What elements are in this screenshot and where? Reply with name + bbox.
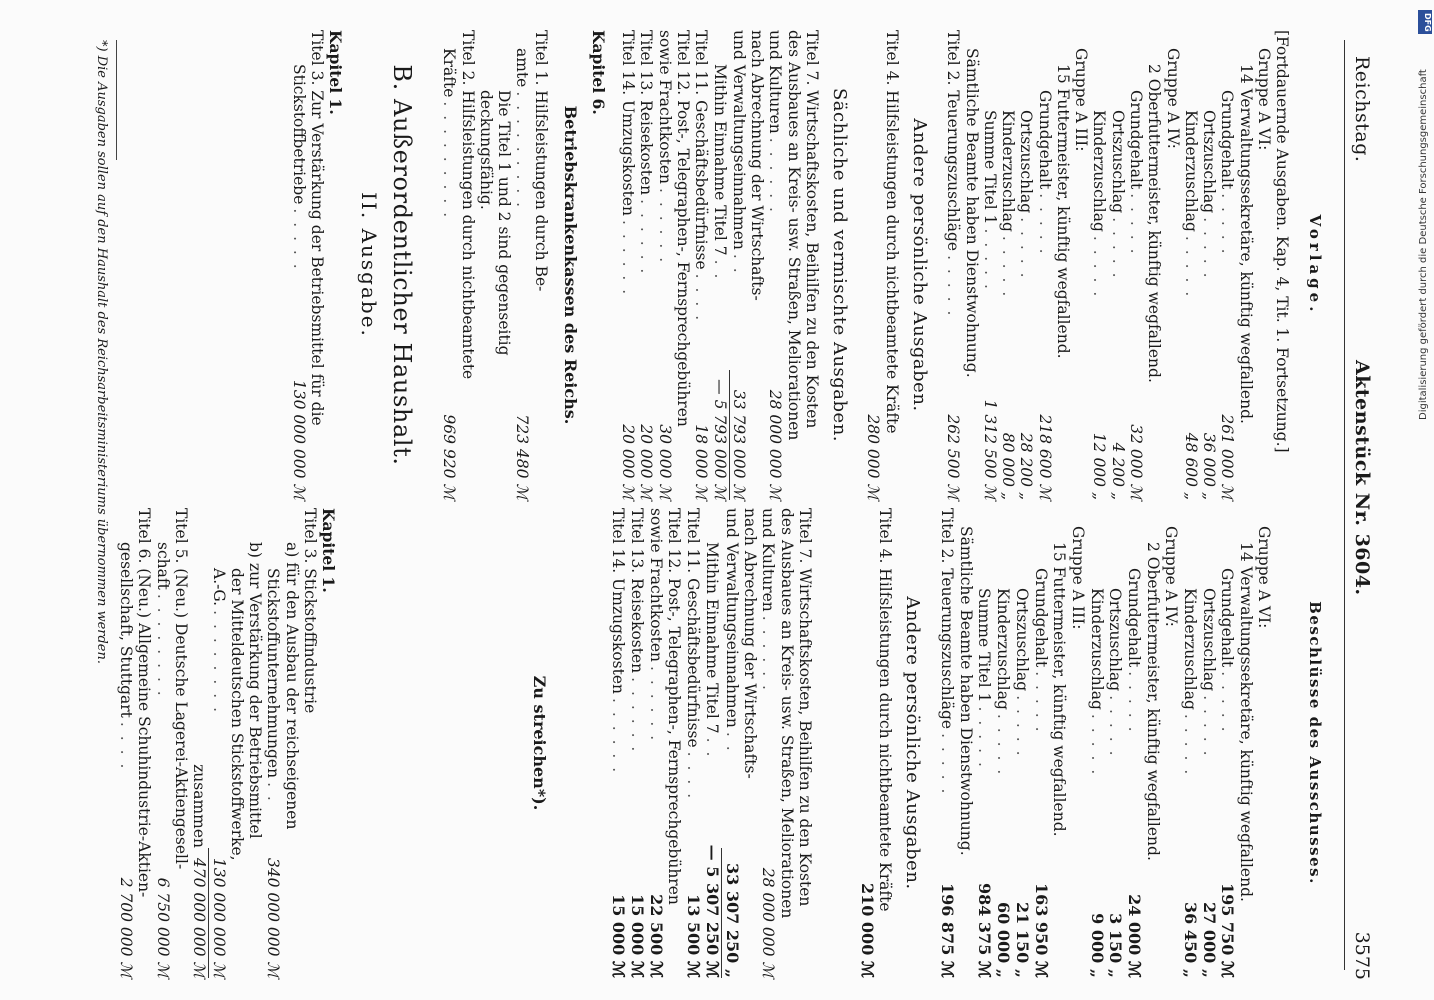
column-beschluesse — [117, 508, 1327, 978]
text-line: Titel 3. Zur Verstärkung der Betriebsmittel für die — [307, 30, 326, 426]
amount-row: und Verwaltungseinnahmen . . 33 307 250 „ — [722, 508, 742, 978]
text-line: b) zur Verstärkung der Betriebsmittel — [246, 542, 265, 839]
chapter-heading: Kapitel 6. — [588, 30, 608, 115]
sum-row: Summe Titel 1 . . . . . 1 312 500 ℳ — [980, 110, 999, 500]
amount-row: Ortszuschlag . . . . . 27 000 „ — [1199, 588, 1219, 978]
amount-row: sowie Frachtkosten . . . . . . 22 500 ℳ — [646, 508, 666, 978]
text-line: des Ausbaues an Kreis- usw. Straßen, Meliorationen — [777, 508, 796, 919]
text-line: Titel 12. Post-, Telegraphen-, Fernsprechgebühren — [673, 30, 692, 427]
amount-row: gesellschaft, Stuttgart . . . . 2 700 000 ℳ — [117, 542, 136, 978]
amount-row: Kinderzuschlag . . . . . 60 000 „ — [994, 588, 1014, 978]
amount-row: Kinderzuschlag . . . . . 80 000 „ — [999, 110, 1018, 500]
running-header — [1343, 30, 1373, 980]
text-line: Titel 5. (Neu.) Deutsche Lagerei-Aktiengesell- — [172, 508, 191, 870]
text-line: Titel 7. Wirtschaftskosten, Beihilfen zu den Kosten — [802, 30, 821, 429]
amount-row: Grundgehalt . . . . . 218 600 ℳ — [1035, 90, 1054, 500]
text-line: Titel 2. Hilfsleistungen durch nichtbeamtete — [458, 30, 477, 380]
group-head: Gruppe A IV: — [1161, 526, 1180, 627]
amount-row: Ortszuschlag . . . . . 21 150 „ — [1013, 588, 1033, 978]
text-line: Titel 3. Stickstoffindustrie — [301, 508, 319, 714]
note-line: Sämtliche Beamte haben Dienstwohnung. — [956, 526, 975, 856]
group-sub: 14 Verwaltungssekretäre, künftig wegfallend. — [1236, 64, 1255, 424]
section-spacer — [822, 508, 843, 978]
section-heading: Andere persönliche Ausgaben. — [902, 596, 924, 890]
amount-row: Mithin Einnahme Titel 7 . . — 5 307 250 ℳ — [702, 542, 722, 978]
amount-row: Kinderzuschlag . . . . . 12 000 „ — [1090, 110, 1109, 500]
chapter-heading: Kapitel 1. — [319, 508, 339, 593]
group-head: Gruppe A III: — [1068, 526, 1087, 630]
strike-note: Zu streichen*). — [530, 675, 550, 811]
amount-row: Titel 11. Geschäftsbedürfnisse . . . . 13 500 ℳ — [683, 508, 703, 978]
group-sub: 2 Oberfuttermeister, künftig wegfallend. — [1143, 542, 1162, 861]
text-line: Titel 1. Hilfsleistungen durch Be- — [531, 30, 550, 292]
brace-note: deckungsfähig. — [476, 90, 495, 210]
text-line: nach Abrechnung der Wirtschafts- — [740, 508, 759, 779]
amount-row: und Kulturen . . . . . . 28 000 000 ℳ — [766, 30, 785, 500]
amount-row: Ortszuschlag . . . . . 3 150 „ — [1106, 588, 1126, 978]
header-center: Aktenstück Nr. 3604. — [1351, 360, 1373, 596]
column-title: Beschlüsse des Ausschusses. — [1306, 601, 1324, 885]
note-line: Sämtliche Beamte haben Dienstwohnung. — [962, 48, 981, 378]
amount-row: Grundgehalt . . . . . 261 000 ℳ — [1218, 90, 1237, 500]
amount-row: sowie Frachtkosten . . . . . . 30 000 ℳ — [655, 30, 674, 500]
sum-row: Summe Titel 1 . . . . . 984 375 ℳ — [975, 588, 995, 978]
group-sub: 15 Futtermeister, künftig wegfallend. — [1053, 64, 1072, 359]
title-row: 280 000 ℳ — [864, 414, 883, 500]
group-head: Gruppe A VI: — [1255, 526, 1274, 629]
amount-row: Kinderzuschlag . . . . . 48 600 „ — [1181, 110, 1200, 500]
text-line: der Mitteldeutschen Stickstoffwerke, — [227, 568, 246, 861]
section-heading: Sächliche und vermischte Ausgaben. — [829, 87, 851, 443]
footnote: *) Die Ausgaben sollen auf den Haushalt des Reichsarbeitsministeriums übernommen werden. — [94, 40, 109, 665]
dfg-logo: DFG — [1418, 10, 1432, 34]
amount-row: amte . . . . . . . . . 723 480 ℳ — [513, 48, 532, 500]
text-line: nach Abrechnung der Wirtschafts- — [748, 30, 767, 301]
title-row: Titel 4. Hilfsleistungen durch nichtbeamtete Kräfte — [882, 30, 901, 434]
amount-row: Ortszuschlag . . . . . 36 000 „ — [1200, 110, 1219, 500]
amount-row: Titel 14. Umzugskosten . . . . . . 20 000 ℳ — [619, 30, 638, 500]
brace-note: Die Titel 1 und 2 sind gegenseitig — [495, 90, 514, 356]
amount-row: Kinderzuschlag . . . . . 9 000 „ — [1087, 588, 1107, 978]
group-head: Gruppe A III: — [1072, 48, 1091, 152]
text-line: Titel 7. Wirtschaftskosten, Beihilfen zu den Kosten — [795, 508, 814, 907]
amount-row: Titel 14. Umzugskosten . . . . . . 15 000 ℳ — [609, 508, 629, 978]
title-row: Titel 4. Hilfsleistungen durch nichtbeamtete Kräfte — [876, 508, 895, 912]
sum-row: zusammen 470 000 000 ℳ — [190, 764, 209, 978]
amount-row: Stickstoffbetriebe . . . . . 130 000 000 ℳ — [289, 64, 308, 500]
amount-row: und Verwaltungseinnahmen . . 33 793 000 ℳ — [729, 30, 748, 500]
amount-row: schaft . . . . . . . . 6 750 000 ℳ — [153, 542, 172, 978]
amount-row: Titel 13. Reisekosten . . . . . . 20 000 ℳ — [637, 30, 656, 500]
amount-row: und Kulturen . . . . . . 28 000 000 ℳ — [759, 508, 778, 978]
group-sub: 14 Verwaltungssekretäre, künftig wegfallend. — [1236, 542, 1255, 902]
page-number: 3575 — [1351, 931, 1373, 980]
amount-row: Ortszuschlag . . . . . 28 200 „ — [1017, 110, 1036, 500]
column-vorlage — [289, 30, 1327, 500]
spacer — [349, 508, 519, 978]
rotated-sheet — [17, 0, 1417, 1000]
amount-row: Kinderzuschlag . . . . . 36 450 „ — [1180, 588, 1200, 978]
text-line: Titel 12. Post-, Telegraphen-, Fernsprechgebühren — [665, 508, 684, 905]
amount-row: Mithin Einnahme Titel 7 . . — 5 793 000 ℳ — [710, 64, 729, 500]
amount-row: Ortszuschlag . . . . . 4 200 „ — [1108, 110, 1127, 500]
amount-row: Kräfte . . . . . . . . . 969 920 ℳ — [440, 48, 459, 500]
amount-row: Grundgehalt . . . . . 195 750 ℳ — [1218, 568, 1238, 978]
section-heading: Andere persönliche Ausgaben. — [908, 118, 930, 412]
text-line: des Ausbaues an Kreis- usw. Straßen, Meliorationen — [784, 30, 803, 441]
amount-row: Titel 11. Geschäftsbedürfnisse . . . . 18 000 ℳ — [692, 30, 711, 500]
digitization-credit: Digitalisierung gefördert durch die Deutsche Forschungsgemeinschaft — [1418, 69, 1429, 420]
title-row: Titel 2. Teuerungszuschläge . . . . . 262 500 ℳ — [944, 30, 963, 500]
part-heading: B. Außerordentlicher Haushalt. — [388, 64, 416, 466]
chapter-heading: Kapitel 1. — [326, 30, 346, 115]
amount-row: Stickstoffunternehmungen . . 340 000 000 ℳ — [264, 568, 283, 978]
header-rule — [1344, 40, 1345, 970]
amount-row: Grundgehalt . . . . . 32 000 ℳ — [1127, 90, 1146, 500]
part-subheading: II. Ausgabe. — [356, 192, 381, 338]
header-left: Reichstag. — [1351, 56, 1373, 163]
amount-row: Titel 13. Reisekosten . . . . . . 15 000 ℳ — [627, 508, 647, 978]
group-head: Gruppe A IV: — [1163, 48, 1182, 149]
group-sub: 15 Futtermeister, künftig wegfallend. — [1050, 542, 1069, 837]
group-head: Gruppe A VI: — [1255, 48, 1274, 151]
intro-line: [Fortdauernde Ausgaben. Kap. 4, Tit. 1. Fortsetzung.] — [1273, 30, 1292, 453]
title-row: Titel 2. Teuerungszuschläge . . . . . 196 875 ℳ — [938, 508, 958, 978]
text-line: a) für den Ausbau der reichseigenen — [282, 542, 301, 830]
footnote-rule — [116, 40, 117, 160]
group-sub: 2 Oberfuttermeister, künftig wegfallend. — [1145, 64, 1164, 383]
amount-row: Grundgehalt . . . . . 163 950 ℳ — [1032, 568, 1052, 978]
amount-row: Grundgehalt . . . . . 24 000 ℳ — [1125, 568, 1145, 978]
title-row: 210 000 ℳ — [857, 882, 877, 978]
chapter-title: Betriebskrankenkassen des Reichs. — [560, 105, 580, 425]
text-line: Titel 6. (Neu.) Allgemeine Schuhindustrie-Aktien- — [135, 508, 154, 898]
amount-row: A.-G. . . . . . . . . 130 000 000 ℳ — [209, 568, 228, 978]
spacer — [1273, 508, 1291, 978]
column-title: Vorlage. — [1306, 214, 1324, 316]
